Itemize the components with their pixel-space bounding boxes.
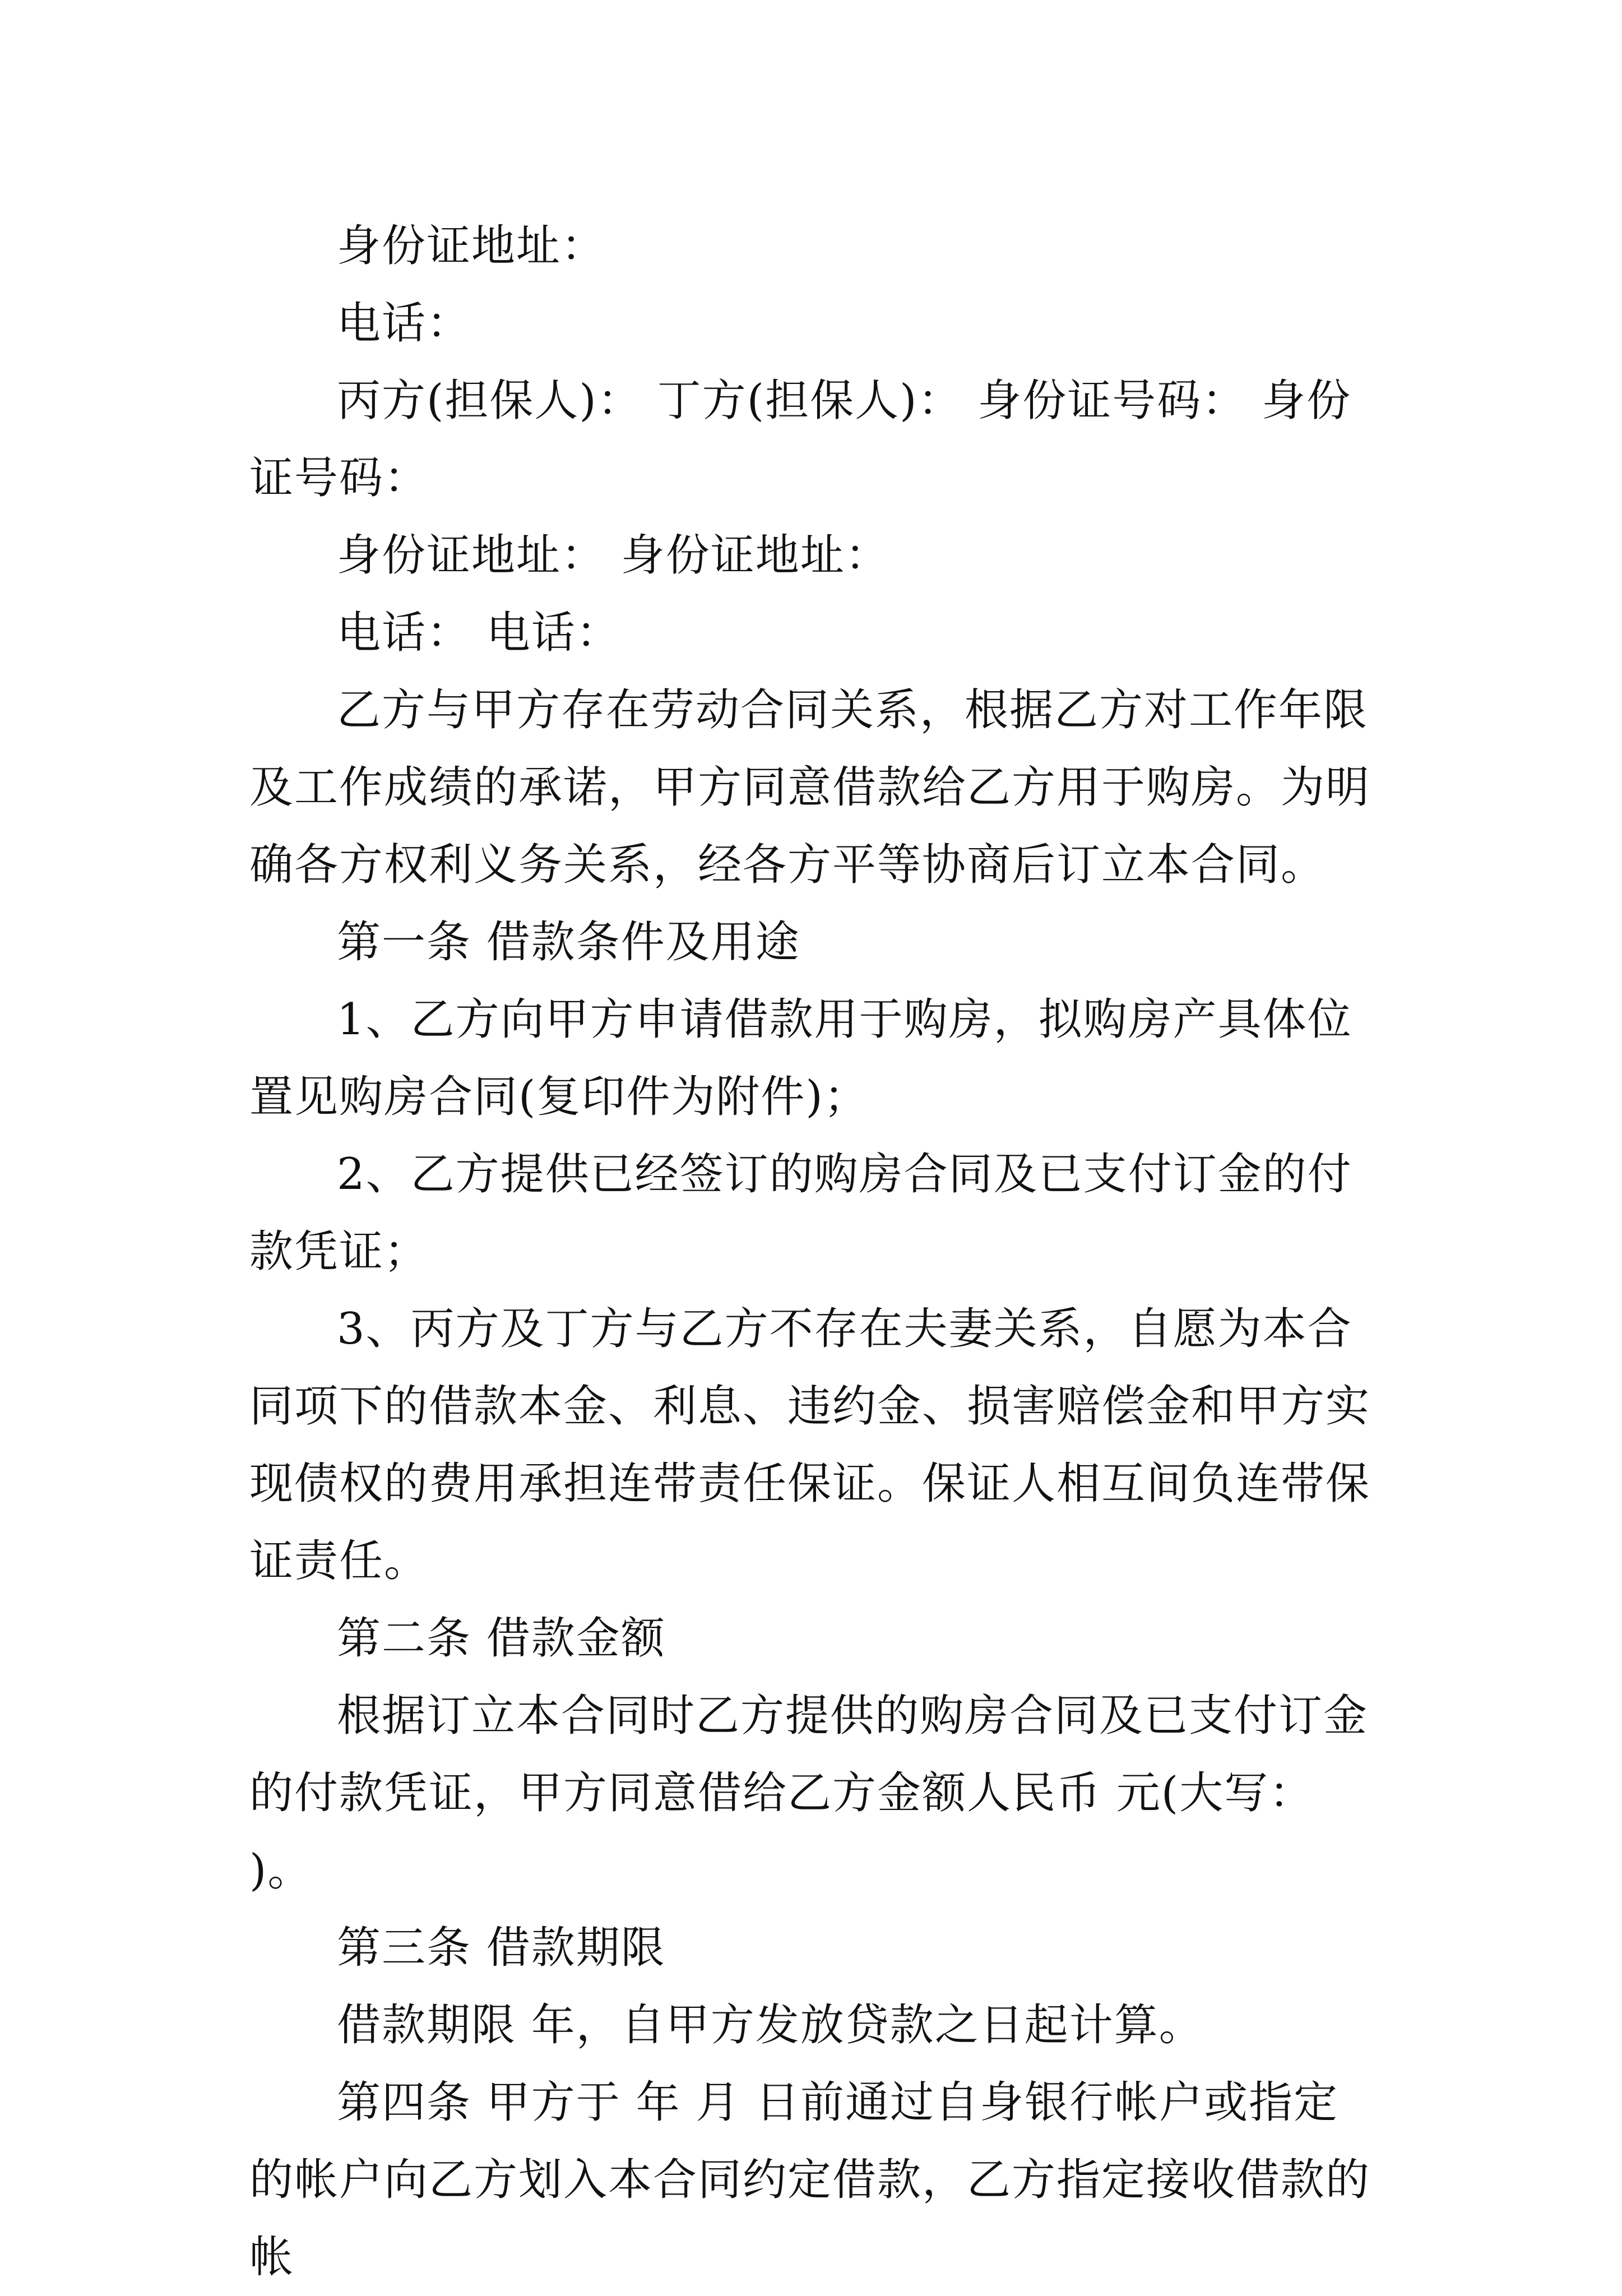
preamble-paragraph: 乙方与甲方存在劳动合同关系，根据乙方对工作年限及工作成绩的承诺，甲方同意借款给乙方用于购房。为明确各方权利义务关系，经各方平等协商后订立本合同。	[249, 685, 1371, 890]
article-4-body: 第四条 甲方于 年 月 日前通过自身银行帐户或指定的帐户向乙方划入本合同约定借款，乙方指定接收借款的帐	[249, 2077, 1371, 2283]
guarantors-phone-line: 电话： 电话：	[337, 608, 621, 658]
article-1-item-3: 3、丙方及丁方与乙方不存在夫妻关系，自愿为本合同项下的借款本金、利息、违约金、损害赔偿金和甲方实现债权的费用承担连带责任保证。保证人相互间负连带保证责任。	[249, 1304, 1371, 1586]
contract-text	[249, 207, 1376, 2296]
article-1-item-2: 2、乙方提供已经签订的购房合同及已支付订金的付款凭证；	[249, 1149, 1352, 1277]
phone-line: 电话：	[337, 298, 472, 349]
article-1-item-1: 1、乙方向甲方申请借款用于购房，拟购房产具体位置见购房合同(复印件为附件)；	[249, 994, 1352, 1122]
article-3-body: 借款期限 年，自甲方发放贷款之日起计算。	[337, 2000, 1204, 2050]
guarantors-address-line: 身份证地址： 身份证地址：	[337, 530, 890, 581]
article-2-heading: 第二条 借款金额	[337, 1613, 666, 1664]
article-1-heading: 第一条 借款条件及用途	[337, 917, 800, 968]
article-3-heading: 第三条 借款期限	[337, 1923, 666, 1973]
id-address-line: 身份证地址：	[337, 221, 606, 271]
guarantors-line: 丙方(担保人)： 丁方(担保人)： 身份证号码： 身份证号码：	[249, 376, 1352, 503]
article-2-body: 根据订立本合同时乙方提供的购房合同及已支付订金的付款凭证，甲方同意借给乙方金额人民币 元(大写： )。	[249, 1691, 1369, 1896]
